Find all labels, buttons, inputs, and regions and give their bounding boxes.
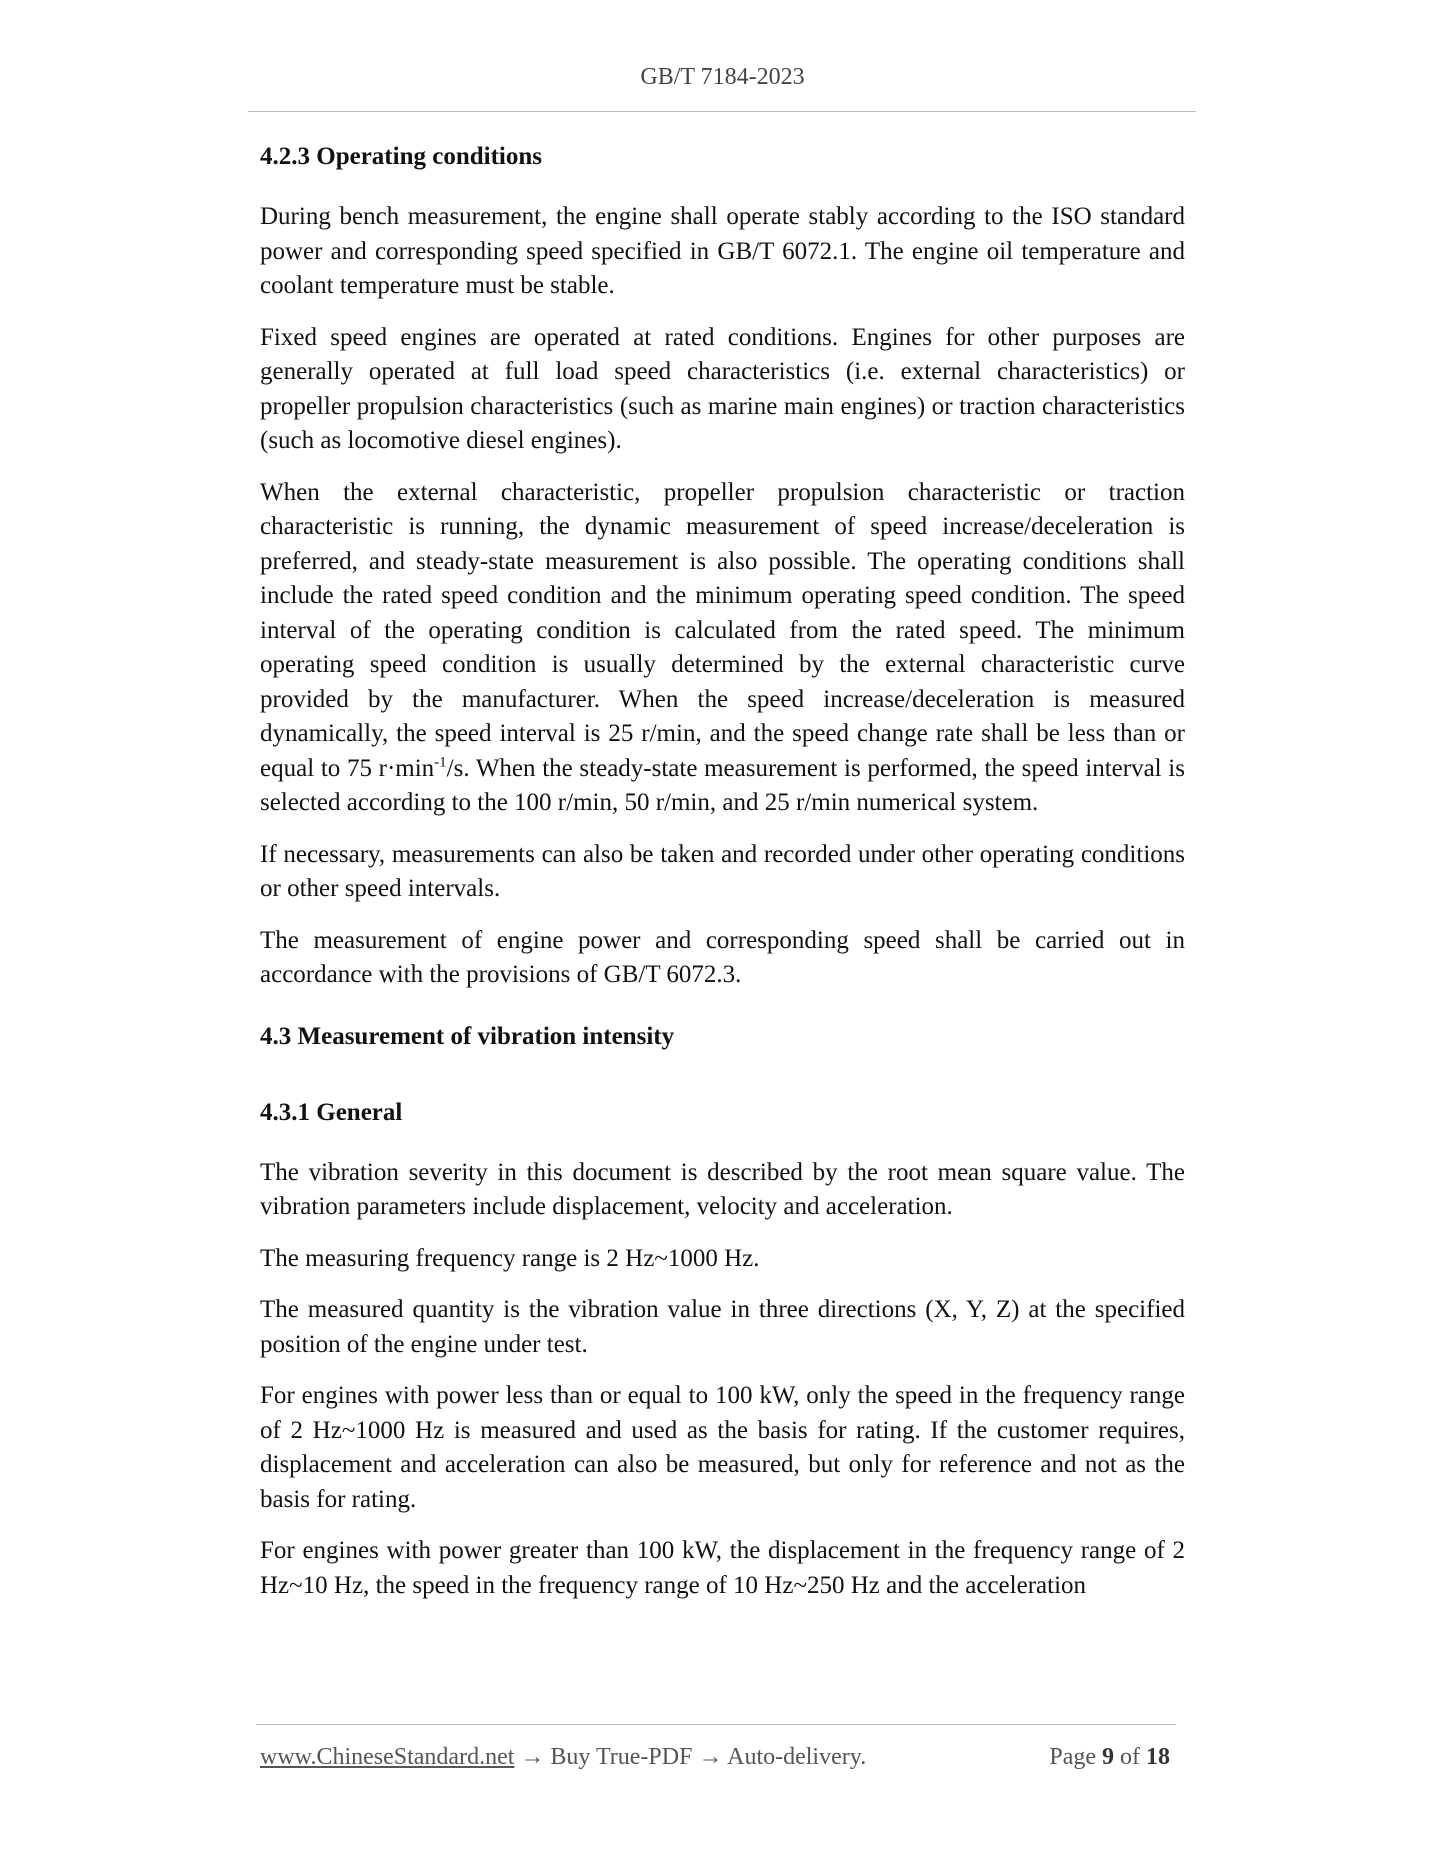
paragraph: For engines with power greater than 100 kW, the displacement in the frequency range of 2 Hz~10 Hz, the speed in the frequency range of 10 Hz~250 Hz and the acceleration: [260, 1537, 1185, 1599]
paragraph-text: When the external characteristic, propeller propulsion characteristic or traction characteristic is running, the dynamic measurement of speed increase/deceleration is preferred, and steady-state measurement is also possible. The operating conditions shall include the rated speed condition and the minimum operating speed condition. The speed interval of the operating condition is calculated from the rated speed. The minimum operating speed condition is usually determined by the external characteristic curve provided by the manufacturer. When the speed increase/deceleration is measured dynamically, the speed interval is 25 r/min, and the speed change rate shall be less than or equal to 75 r·min: [260, 478, 1185, 782]
current-page: 9: [1102, 1744, 1114, 1770]
page-number: [1049, 1744, 1170, 1771]
paragraph: During bench measurement, the engine shall operate stably according to the ISO standard power and corresponding speed specified in GB/T 6072.1. The engine oil temperature and coolant temperature must be stable.: [260, 203, 1185, 299]
paragraph: The measured quantity is the vibration value in three directions (X, Y, Z) at the specified position of the engine under test.: [260, 1296, 1185, 1358]
footer-promo-text: → Buy True-PDF → Auto-delivery.: [514, 1744, 867, 1770]
footer-divider: [256, 1724, 1176, 1725]
paragraph: For engines with power less than or equal to 100 kW, only the speed in the frequency range of 2 Hz~1000 Hz is measured and used as the basis for rating. If the customer requires, displacement and acceleration can also be measured, but only for reference and not as the basis for rating.: [260, 1382, 1185, 1513]
footer-promo: [260, 1744, 866, 1771]
header-divider: [248, 111, 1196, 112]
section-heading-4-3-1: 4.3.1 General: [260, 1098, 403, 1126]
paragraph-text: /s. When the steady-state measurement is performed, the speed interval is selected according to the 100 r/min, 50 r/min, and 25 r/min numerical system.: [260, 754, 1185, 816]
document-body: [260, 140, 1185, 1603]
paragraph: The measuring frequency range is 2 Hz~1000 Hz.: [260, 1244, 760, 1272]
of-label: of: [1120, 1744, 1140, 1770]
page-header-title: GB/T 7184-2023: [640, 64, 805, 90]
paragraph: The vibration severity in this document is described by the root mean square value. The vibration parameters include displacement, velocity and acceleration.: [260, 1158, 1185, 1220]
superscript: -1: [434, 754, 447, 771]
total-pages: 18: [1146, 1744, 1170, 1770]
section-heading-4-3: 4.3 Measurement of vibration intensity: [260, 1022, 675, 1050]
chinese-standard-link[interactable]: www.ChineseStandard.net: [260, 1744, 515, 1770]
paragraph: If necessary, measurements can also be taken and recorded under other operating conditions or other speed intervals.: [260, 840, 1185, 902]
paragraph: The measurement of engine power and corresponding speed shall be carried out in accordance with the provisions of GB/T 6072.3.: [260, 926, 1185, 988]
page-label: Page: [1049, 1744, 1096, 1770]
paragraph: [260, 476, 1185, 821]
page-footer: [260, 1744, 1180, 1778]
paragraph: Fixed speed engines are operated at rated conditions. Engines for other purposes are generally operated at full load speed characteristics (i.e. external characteristics) or propeller propulsion characteristics (such as marine main engines) or traction characteristics (such as locomotive diesel engines).: [260, 323, 1185, 454]
section-heading-4-2-3: 4.2.3 Operating conditions: [260, 143, 542, 170]
